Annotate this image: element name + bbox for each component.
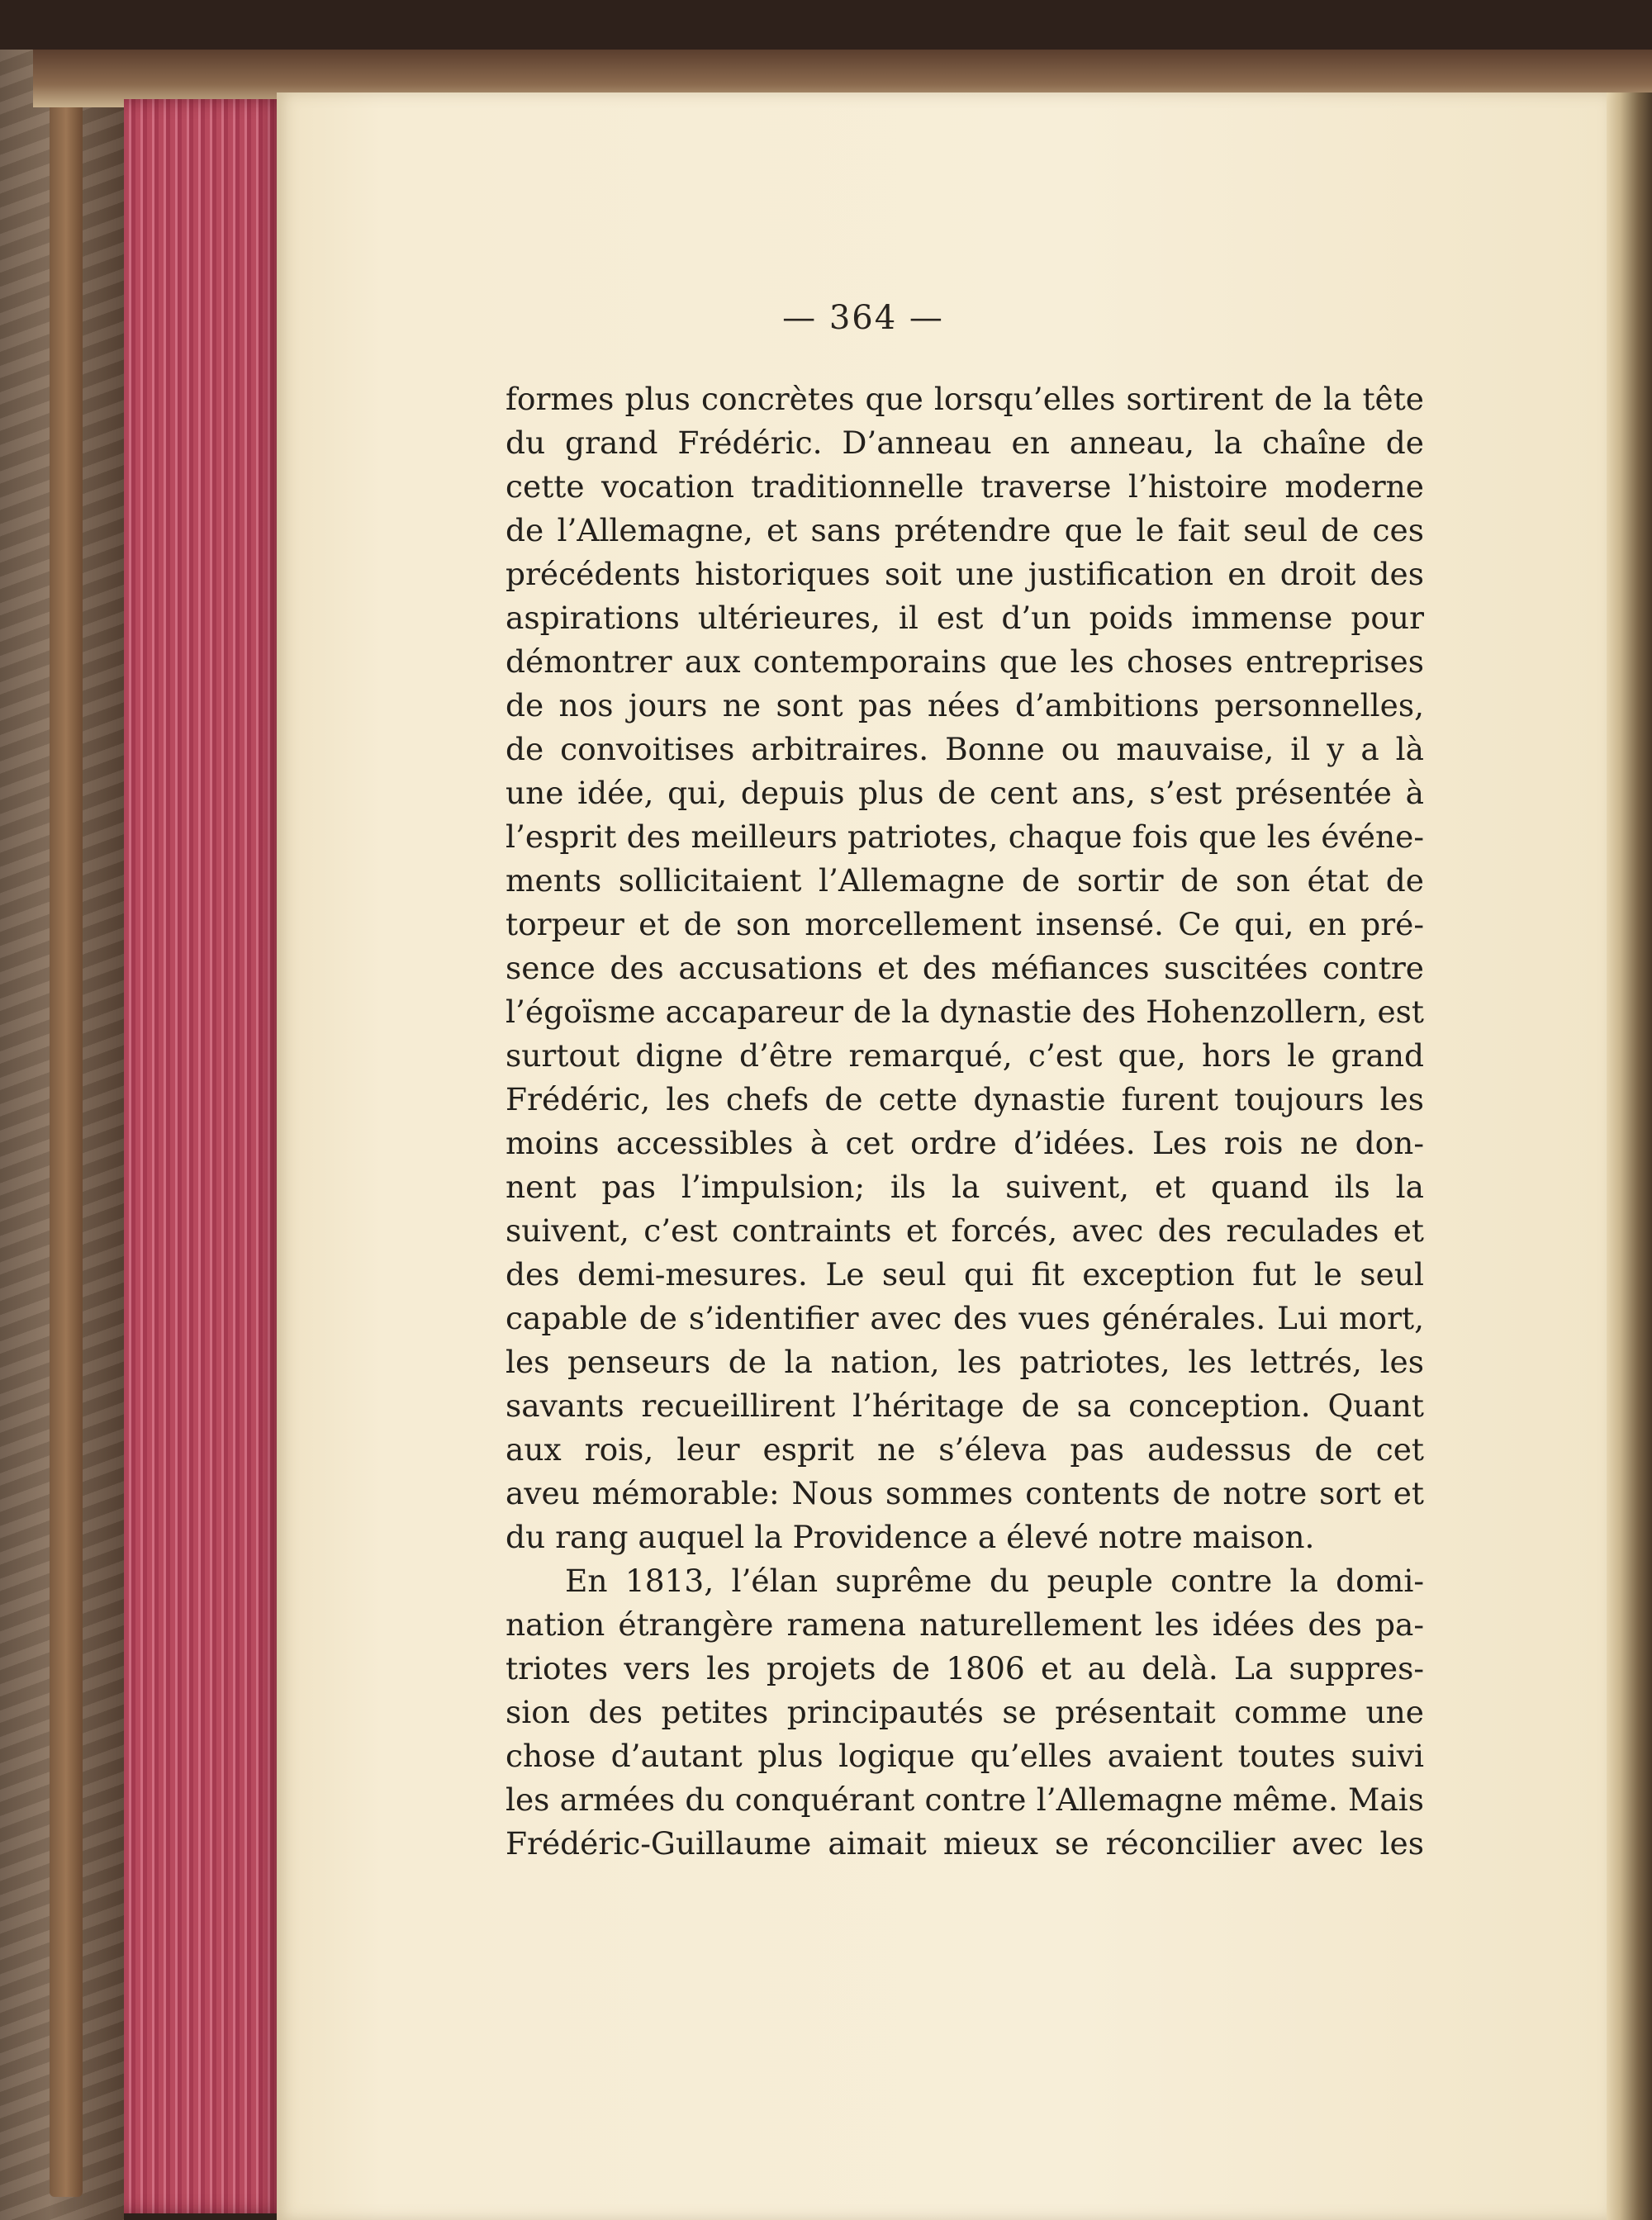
text-line: suivent, c’est contraints et forcés, avec des reculades et <box>506 1212 1424 1249</box>
text-line: de l’Allemagne, et sans prétendre que le fait seul de ces <box>506 512 1424 548</box>
text-line: torpeur et de son morcellement insensé. Ce qui, en pré- <box>506 906 1424 942</box>
text-line: l’esprit des meilleurs patriotes, chaque fois que les événe- <box>506 818 1424 855</box>
text-line: du grand Frédéric. D’anneau en anneau, la chaîne de <box>506 425 1424 461</box>
text-line: de nos jours ne sont pas nées d’ambitions personnelles, <box>506 687 1424 723</box>
text-line: Frédéric, les chefs de cette dynastie furent toujours les <box>506 1081 1424 1117</box>
text-line: capable de s’identifier avec des vues générales. Lui mort, <box>506 1300 1424 1336</box>
text-line: sence des accusations et des méfiances suscitées contre <box>506 950 1424 986</box>
text-line: sion des petites principautés se présentait comme une <box>506 1694 1424 1730</box>
text-line: triotes vers les projets de 1806 et au delà. La suppres- <box>506 1650 1424 1686</box>
text-line: savants recueillirent l’héritage de sa conception. Quant <box>506 1388 1424 1424</box>
text-line: Frédéric-Guillaume aimait mieux se réconcilier avec les <box>506 1825 1424 1862</box>
text-line: surtout digne d’être remarqué, c’est que, hors le grand <box>506 1037 1424 1074</box>
text-line: les armées du conquérant contre l’Allemagne même. Mais <box>506 1781 1424 1818</box>
text-line: des demi-mesures. Le seul qui fit exception fut le seul <box>506 1256 1424 1293</box>
book-gutter <box>1607 92 1652 2220</box>
page-number <box>0 299 1652 337</box>
text-line: précédents historiques soit une justification en droit des <box>506 556 1424 592</box>
text-line: démontrer aux contemporains que les choses entreprises <box>506 643 1424 680</box>
cover-spine-edge <box>50 74 83 2197</box>
page-number-text: — 364 — <box>782 299 944 337</box>
text-line: aspirations ultérieures, il est d’un poids immense pour <box>506 600 1424 636</box>
text-line: l’égoïsme accapareur de la dynastie des Hohenzollern, est <box>506 994 1424 1030</box>
text-line: ments sollicitaient l’Allemagne de sortir de son état de <box>506 862 1424 899</box>
text-line: cette vocation traditionnelle traverse l’histoire moderne <box>506 468 1424 505</box>
text-line: En 1813, l’élan suprême du peuple contre la domi- <box>565 1563 1424 1599</box>
text-line: aux rois, leur esprit ne s’éleva pas audessus de cet <box>506 1431 1424 1468</box>
text-line: nent pas l’impulsion; ils la suivent, et quand ils la <box>506 1169 1424 1205</box>
text-line: chose d’autant plus logique qu’elles avaient toutes suivi <box>506 1738 1424 1774</box>
text-line: formes plus concrètes que lorsqu’elles sortirent de la tête <box>506 381 1424 417</box>
text-line: une idée, qui, depuis plus de cent ans, s’est présentée à <box>506 775 1424 811</box>
text-line: aveu mémorable: Nous sommes contents de notre sort et <box>506 1475 1424 1511</box>
body-text <box>506 377 1424 1866</box>
text-line: de convoitises arbitraires. Bonne ou mauvaise, il y a là <box>506 731 1424 767</box>
text-line: moins accessibles à cet ordre d’idées. Les rois ne don- <box>506 1125 1424 1161</box>
text-line: les penseurs de la nation, les patriotes, les lettrés, les <box>506 1344 1424 1380</box>
text-line: du rang auquel la Providence a élevé notre maison. <box>506 1519 1315 1555</box>
text-line: nation étrangère ramena naturellement les idées des pa- <box>506 1606 1424 1643</box>
